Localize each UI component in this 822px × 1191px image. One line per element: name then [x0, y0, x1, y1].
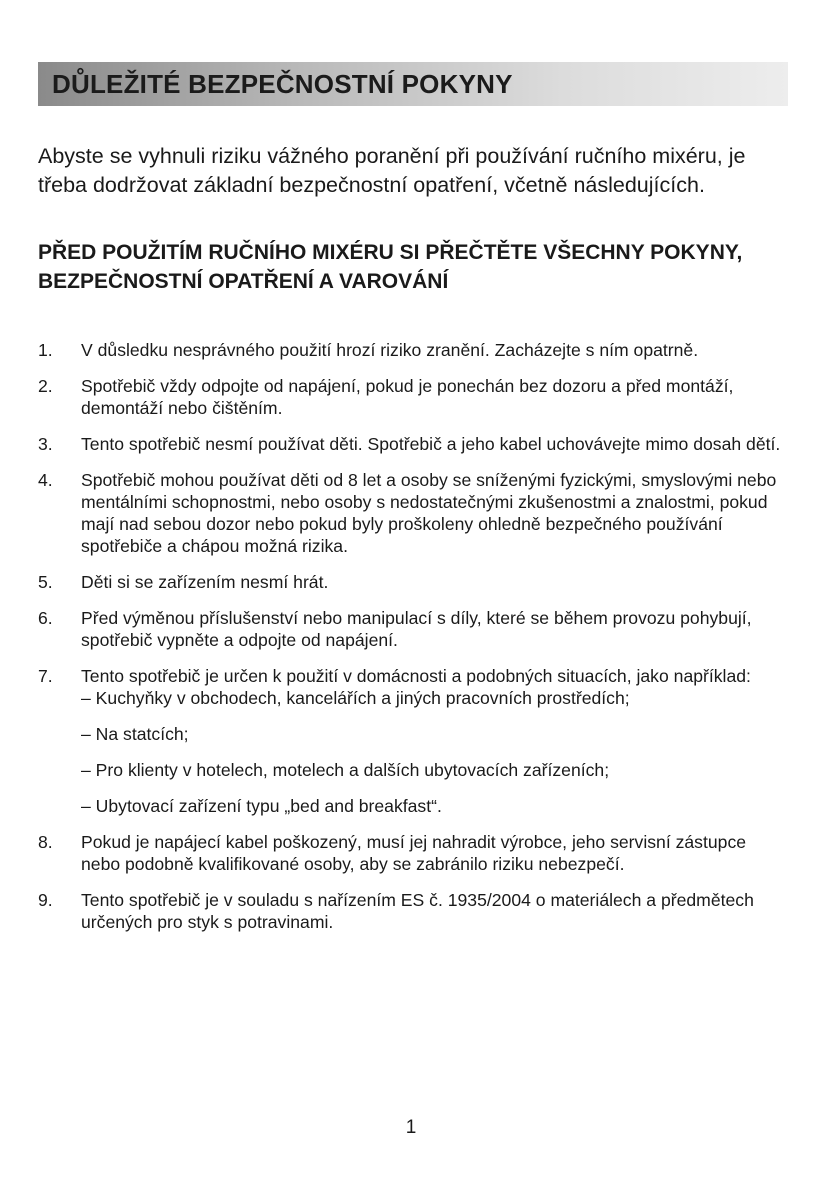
list-item-number: 6. [38, 608, 53, 628]
list-item-text: Spotřebič mohou používat děti od 8 let a osoby se sníženými fyzickými, smyslovými nebo mentálními schopnostmi, nebo osoby s nedostatečnými zkušenostmi a znalostmi, pokud mají nad sebou dozor nebo pokud byly proškoleny ohledně bezpečného používání spotřebiče a chápou možná rizika. [81, 470, 777, 556]
list-item-number: 2. [38, 376, 53, 396]
list-item [38, 433, 788, 455]
list-item [38, 339, 788, 361]
usage-locations-list [38, 687, 788, 817]
intro-paragraph: Abyste se vyhnuli riziku vážného poranění při používání ručního mixéru, je třeba dodržovat základní bezpečnostní opatření, včetně následujících. [38, 144, 746, 197]
usage-location-item: – Na statcích; [81, 724, 189, 744]
safety-instructions-list [38, 339, 788, 947]
sub-list-container [38, 687, 788, 817]
list-item [38, 571, 788, 593]
list-item-number: 4. [38, 470, 53, 490]
list-item-text: Pokud je napájecí kabel poškozený, musí jej nahradit výrobce, jeho servisní zástupce nebo podobně kvalifikované osoby, aby se zabránilo riziku nebezpečí. [81, 832, 747, 874]
list-item [38, 889, 788, 933]
list-item [38, 607, 788, 651]
list-item [38, 665, 788, 687]
page-title: DŮLEŽITÉ BEZPEČNOSTNÍ POKYNY [52, 69, 513, 99]
list-item-number: 8. [38, 832, 53, 852]
list-item-text: V důsledku nesprávného použití hrozí riziko zranění. Zacházejte s ním opatrně. [81, 340, 699, 360]
usage-location-item: – Ubytovací zařízení typu „bed and breakfast“. [81, 796, 442, 816]
list-item-text: Tento spotřebič nesmí používat děti. Spotřebič a jeho kabel uchovávejte mimo dosah dětí. [81, 434, 781, 454]
list-item-number: 5. [38, 572, 53, 592]
list-item-text: Tento spotřebič je v souladu s nařízením ES č. 1935/2004 o materiálech a předmětech určených pro styk s potravinami. [81, 890, 754, 932]
list-item-number: 7. [38, 666, 53, 686]
usage-location-item: – Kuchyňky v obchodech, kancelářích a jiných pracovních prostředích; [81, 688, 630, 708]
list-item [38, 469, 788, 557]
list-item-text: Spotřebič vždy odpojte od napájení, pokud je ponechán bez dozoru a před montáží, demontáží nebo čištěním. [81, 376, 734, 418]
list-item-number: 1. [38, 340, 53, 360]
list-item [38, 831, 788, 875]
list-item-number: 9. [38, 890, 53, 910]
list-item-number: 3. [38, 434, 53, 454]
section-title-bar [38, 62, 788, 106]
page-number: 1 [405, 1117, 417, 1138]
usage-location-item: – Pro klienty v hotelech, motelech a dalších ubytovacích zařízeních; [81, 760, 610, 780]
list-item [38, 375, 788, 419]
list-item-text: Děti si se zařízením nesmí hrát. [81, 572, 329, 592]
instructions-heading: PŘED POUŽITÍM RUČNÍHO MIXÉRU SI PŘEČTĚTE VŠECHNY POKYNY, BEZPEČNOSTNÍ OPATŘENÍ A VAROVÁNÍ [38, 241, 743, 293]
list-item-text: Tento spotřebič je určen k použití v domácnosti a podobných situacích, jako například: [81, 666, 751, 686]
list-item-text: Před výměnou příslušenství nebo manipulací s díly, které se během provozu pohybují, spotřebič vypněte a odpojte od napájení. [81, 608, 752, 650]
